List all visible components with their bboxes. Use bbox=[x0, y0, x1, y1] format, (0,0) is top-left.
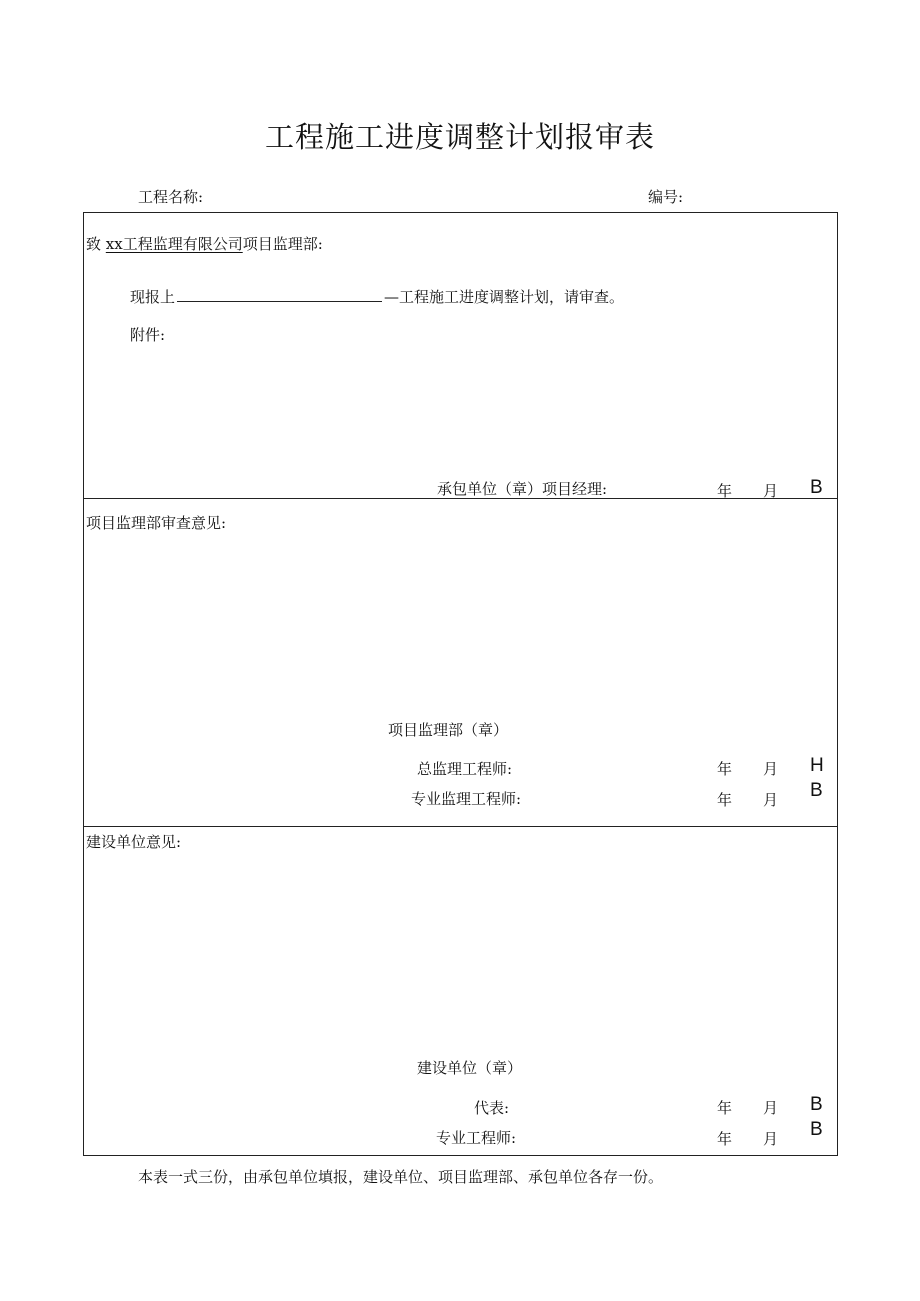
contractor-year: 年 bbox=[717, 482, 733, 500]
footer-note: 本表一式三份，由承包单位填报，建设单位、项目监理部、承包单位各存一份。 bbox=[138, 1168, 664, 1186]
owner-heading: 建设单位意见: bbox=[86, 833, 182, 851]
contractor-day: B bbox=[810, 477, 823, 498]
chief-engineer-label: 总监理工程师: bbox=[417, 760, 513, 778]
specialist-engineer-label: 专业监理工程师: bbox=[411, 790, 522, 808]
attachment-label: 附件: bbox=[130, 326, 166, 344]
representative-year: 年 bbox=[717, 1099, 733, 1117]
owner-engineer-label: 专业工程师: bbox=[436, 1129, 517, 1147]
representative-day: B bbox=[810, 1094, 823, 1115]
contractor-month: 月 bbox=[763, 482, 779, 500]
section-divider-2 bbox=[83, 826, 838, 827]
owner-engineer-month: 月 bbox=[763, 1130, 779, 1148]
supervision-heading: 项目监理部审查意见: bbox=[86, 514, 227, 532]
addressee-suffix: 项目监理部: bbox=[242, 235, 323, 253]
representative-label: 代表: bbox=[474, 1099, 510, 1117]
owner-seal-label: 建设单位（章） bbox=[417, 1059, 523, 1077]
page-title: 工程施工进度调整计划报审表 bbox=[264, 120, 655, 154]
owner-engineer-year: 年 bbox=[717, 1130, 733, 1148]
chief-month: 月 bbox=[763, 760, 779, 778]
specialist-month: 月 bbox=[763, 791, 779, 809]
report-suffix: —工程施工进度调整计划，请审查。 bbox=[384, 288, 625, 306]
chief-year: 年 bbox=[717, 760, 733, 778]
specialist-year: 年 bbox=[717, 791, 733, 809]
number-label: 编号: bbox=[648, 188, 684, 206]
report-line bbox=[130, 286, 624, 307]
chief-day: H bbox=[810, 755, 824, 776]
project-name-label: 工程名称: bbox=[138, 188, 204, 206]
form-table bbox=[83, 212, 838, 1156]
addressee-line bbox=[86, 233, 323, 254]
supervision-seal-label: 项目监理部（章） bbox=[388, 721, 509, 739]
report-prefix: 现报上 bbox=[130, 288, 176, 306]
contractor-sign-label: 承包单位（章）项目经理: bbox=[437, 480, 608, 498]
specialist-day: B bbox=[810, 780, 823, 801]
owner-engineer-day: B bbox=[810, 1119, 823, 1140]
report-blank-field[interactable] bbox=[177, 287, 382, 302]
addressee-company: xx工程监理有限公司 bbox=[105, 235, 243, 253]
addressee-prefix: 致 bbox=[86, 235, 102, 253]
representative-month: 月 bbox=[763, 1099, 779, 1117]
